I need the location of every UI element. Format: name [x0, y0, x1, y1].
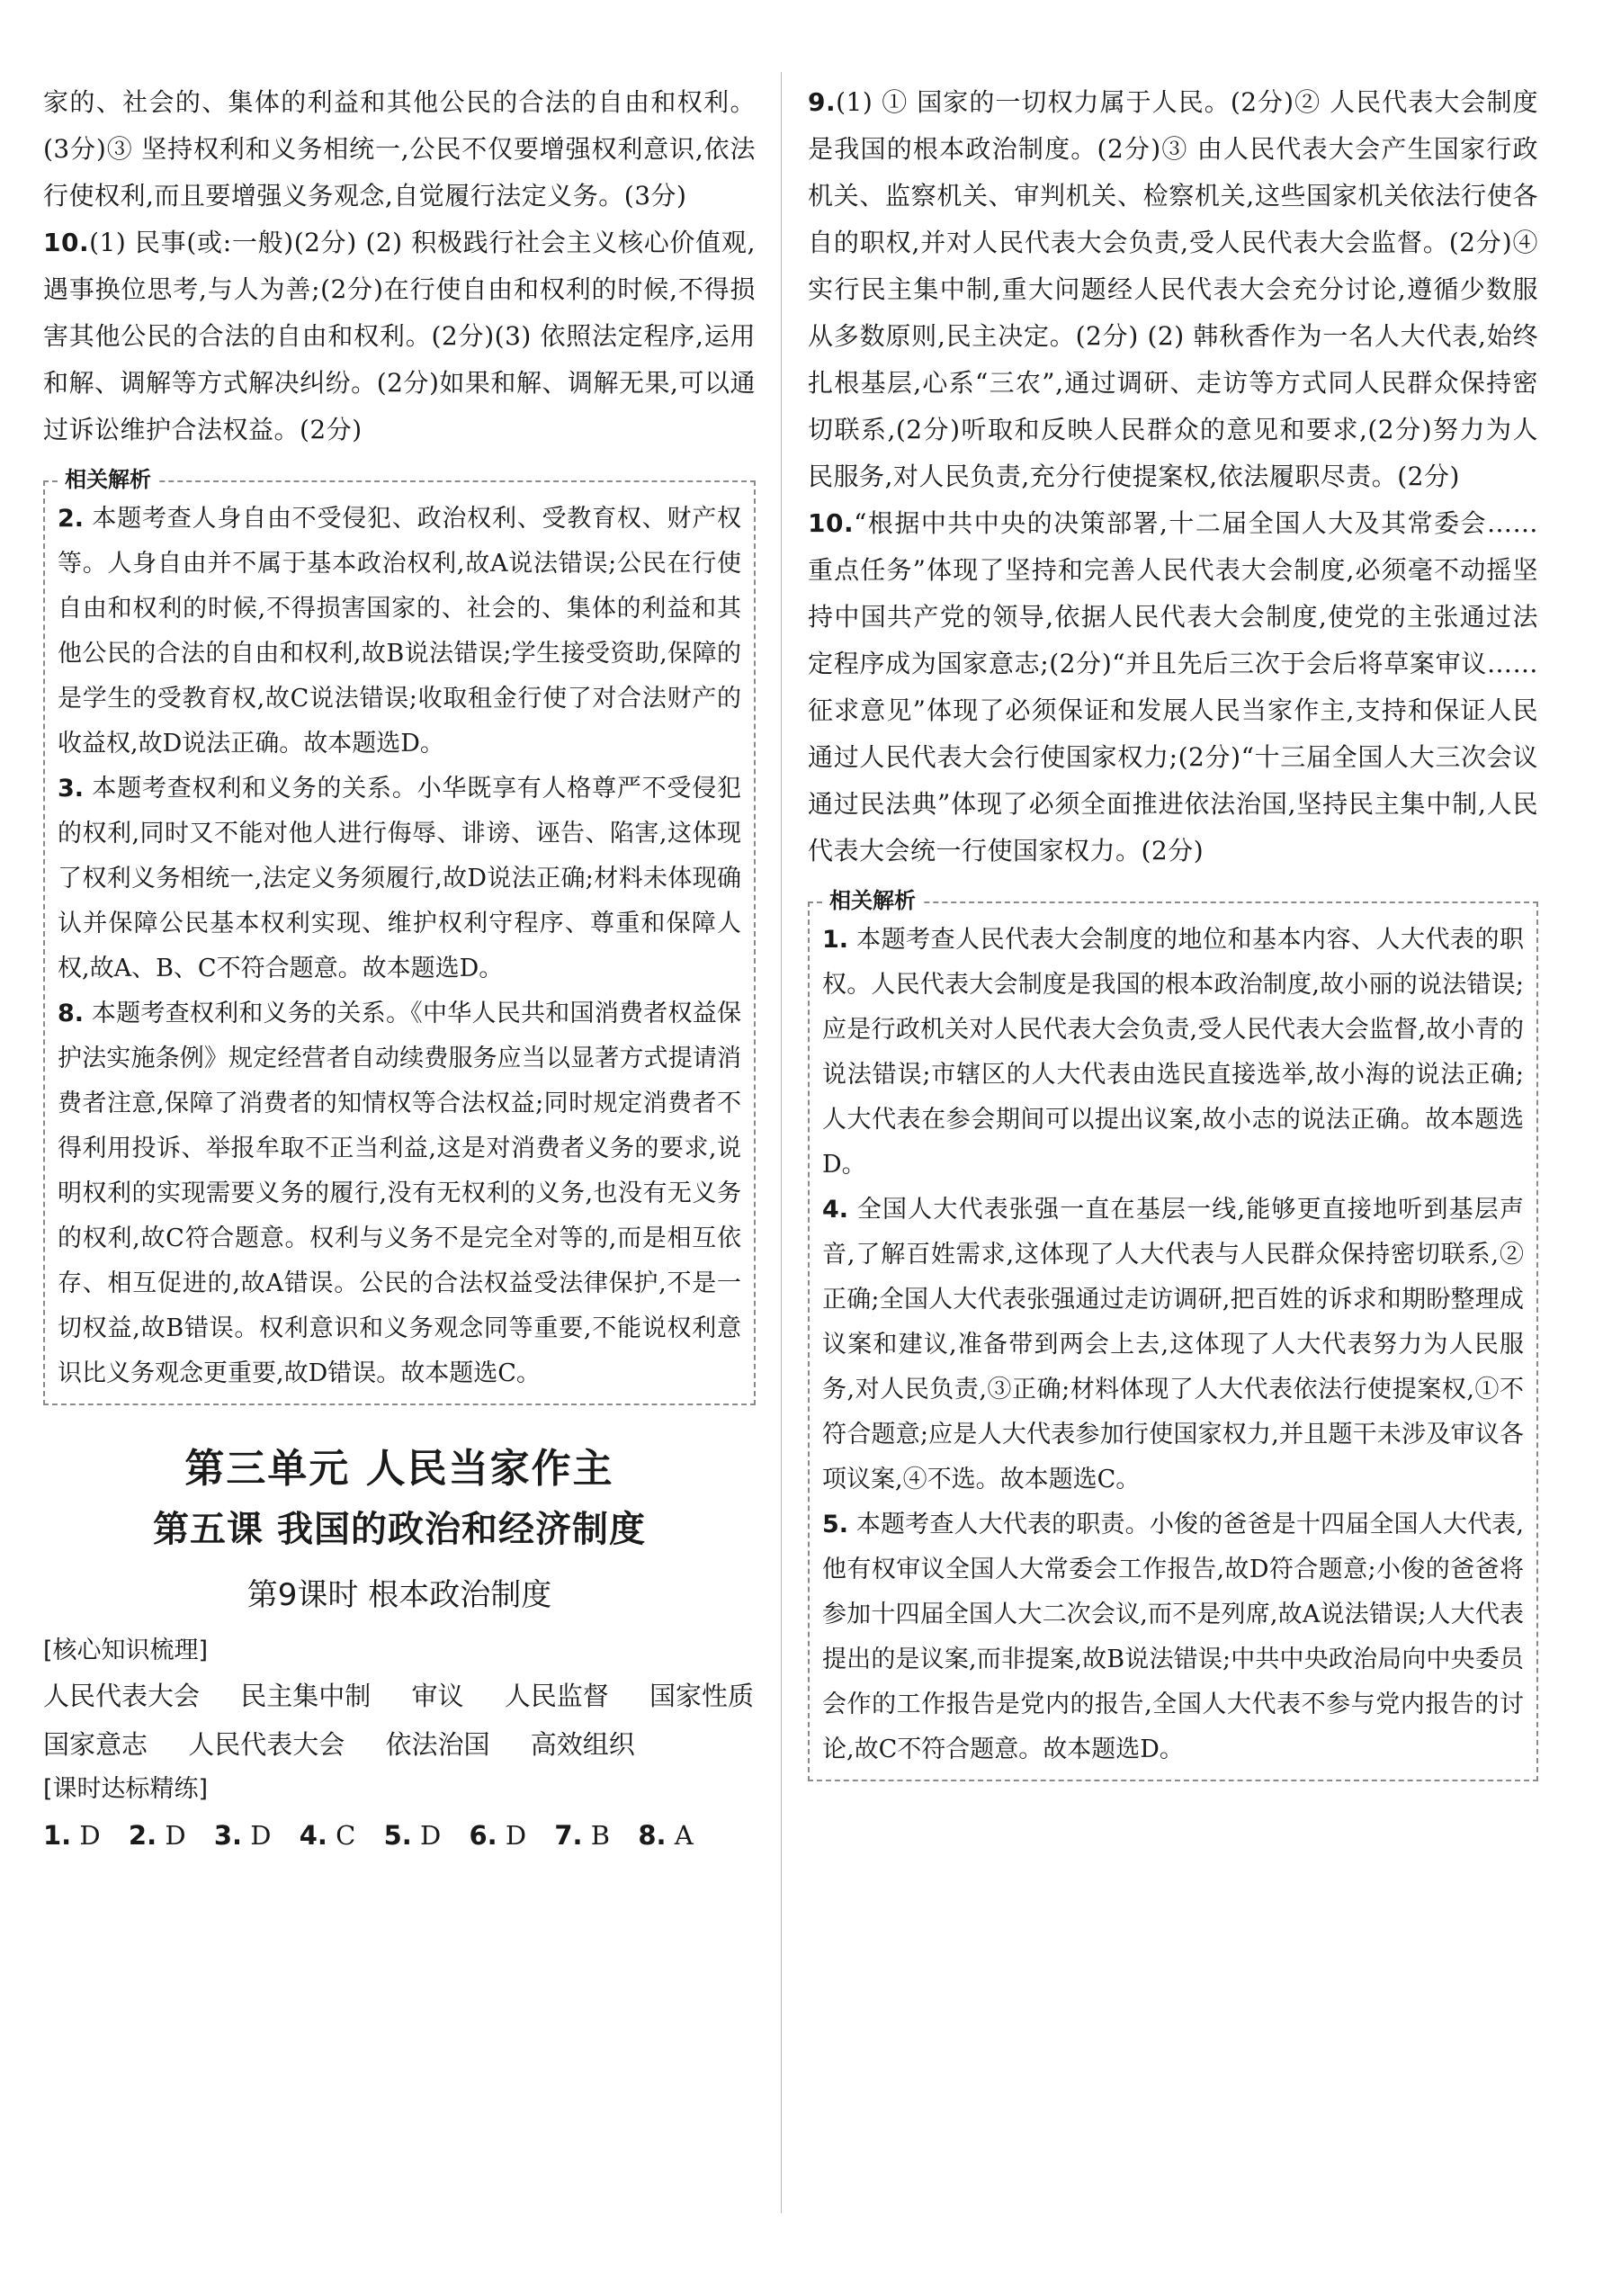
core-knowledge-label: [核心知识梳理] — [43, 1637, 209, 1664]
choice-answer: 8. A — [638, 1820, 694, 1851]
analysis-text: 本题考查人民代表大会制度的地位和基本内容、人大代表的职权。人民代表大会制度是我国的根本政治制度,故小丽的说法错误;应是行政机关对人民代表大会负责,受人民代表大会监督,故小青的说法错误;市辖区的人大代表由选民直接选举,故小海的说法正确;人大代表在参会期间可以提出议案,故小志的说法正确。故本题选D。 — [822, 926, 1524, 1179]
analysis-item — [58, 767, 741, 991]
answer-text: “根据中共中央的决策部署,十二届全国人大及其常委会……重点任务”体现了坚持和完善人民代表大会制度,必须毫不动摇坚持中国共产党的领导,依据人民代表大会制度,使党的主张通过法定程序成为国家意志;(2分)“并且先后三次于会后将草案审议……征求意见”体现了必须保证和发展人民当家作主,支持和保证人民通过人民代表大会行使国家权力;(2分)“十三届全国人大三次会议通过民法典”体现了必须全面推进依法治国,坚持民主集中制,人民代表大会统一行使国家权力。(2分) — [808, 508, 1538, 865]
answer-number: 10. — [43, 228, 90, 257]
analysis-box — [43, 467, 756, 1405]
choice-answers — [43, 1810, 756, 1861]
keyword: 民主集中制 — [240, 1681, 372, 1711]
answer-10 — [808, 500, 1538, 874]
answer-10 — [43, 220, 756, 453]
analysis-box — [808, 888, 1538, 1781]
analysis-item — [822, 918, 1524, 1188]
keyword: 审议 — [411, 1681, 464, 1711]
keyword: 人民监督 — [504, 1681, 609, 1711]
analysis-number: 2. — [58, 505, 85, 533]
answer-text: (1) 民事(或:一般)(2分) (2) 积极践行社会主义核心价值观,遇事换位思考,与人为善;(2分)在行使自由和权利的时候,不得损害其他公民的合法的自由和权利。(2分)(3) 依照法定程序,运用和解、调解等方式解决纠纷。(2分)如果和解、调解无果,可以通过诉讼维护合法权益。(2分) — [43, 228, 756, 444]
analysis-text: 全国人大代表张强一直在基层一线,能够更直接地听到基层声音,了解百姓需求,这体现了人大代表与人民群众保持密切联系,②正确;全国人大代表张强通过走访调研,把百姓的诉求和期盼整理成议案和建议,准备带到两会上去,这体现了人大代表努力为人民服务,对人民负责,③正确;材料体现了人大代表依法行使提案权,①不符合题意;应是人大代表参加行使国家权力,并且题干未涉及审议各项议案,④不选。故本题选C。 — [822, 1196, 1524, 1493]
choice-answer: 2. D — [128, 1820, 186, 1851]
analysis-label: 相关解析 — [58, 464, 158, 495]
keyword: 高效组织 — [530, 1729, 635, 1760]
answer-number: 9. — [808, 87, 837, 117]
analysis-number: 1. — [822, 926, 849, 954]
analysis-text: 本题考查权利和义务的关系。小华既享有人格尊严不受侵犯的权利,同时又不能对他人进行侮辱、诽谤、诬告、陷害,这体现了权利义务相统一,法定义务须履行,故D说法正确;材料未体现确认并保障公民基本权利实现、维护权利守程序、尊重和保障人权,故A、B、C不符合题意。故本题选D。 — [58, 775, 741, 982]
analysis-item — [58, 991, 741, 1396]
answer-continued: 家的、社会的、集体的利益和其他公民的合法的自由和权利。(3分)③ 坚持权利和义务相统一,公民不仅要增强权利意识,依法行使权利,而且要增强义务观念,自觉履行法定义务。(3分) — [43, 87, 756, 211]
analysis-item — [822, 1502, 1524, 1772]
lesson-title: 第五课 我国的政治和经济制度 — [153, 1509, 646, 1550]
analysis-number: 8. — [58, 1000, 85, 1027]
keyword: 国家性质 — [649, 1681, 754, 1711]
column-divider — [781, 72, 782, 2213]
choice-answer: 3. D — [213, 1820, 272, 1851]
analysis-text: 本题考查人大代表的职责。小俊的爸爸是十四届全国人大代表,他有权审议全国人大常委会工作报告,故D符合题意;小俊的爸爸将参加十四届全国人大二次会议,而不是列席,故A说法错误;人大代表提出的是议案,而非提案,故B说法错误;中共中央政治局向中央委员会作的工作报告是党内的报告,全国人大代表不参与党内报告的讨论,故C不符合题意。故本题选D。 — [822, 1511, 1524, 1763]
analysis-text: 本题考查人身自由不受侵犯、政治权利、受教育权、财产权等。人身自由并不属于基本政治权利,故A说法错误;公民在行使自由和权利的时候,不得损害国家的、社会的、集体的利益和其他公民的合法的自由和权利,故B说法错误;学生接受资助,保障的是学生的受教育权,故C说法错误;收取租金行使了对合法财产的收益权,故D说法正确。故本题选D。 — [58, 505, 741, 758]
analysis-number: 3. — [58, 775, 85, 803]
choice-answer: 1. D — [43, 1820, 101, 1851]
answer-9 — [808, 79, 1538, 500]
keyword: 依法治国 — [385, 1729, 490, 1760]
keyword: 人民代表大会 — [43, 1681, 201, 1711]
answer-text: (1) ① 国家的一切权力属于人民。(2分)② 人民代表大会制度是我国的根本政治制度。(2分)③ 由人民代表大会产生国家行政机关、监察机关、审判机关、检察机关,这些国家机关依法行使各自的职权,并对人民代表大会负责,受人民代表大会监督。(2分)④ 实行民主集中制,重大问题经人民代表大会充分讨论,遵循少数服从多数原则,民主决定。(2分) (2) 韩秋香作为一名人大代表,始终扎根基层,心系“三农”,通过调研、走访等方式同人民群众保持密切联系,(2分)听取和反映人民群众的意见和要求,(2分)努力为人民服务,对人民负责,充分行使提案权,依法履职尽责。(2分) — [808, 87, 1538, 491]
left-column — [43, 79, 756, 1861]
analysis-item — [822, 1188, 1524, 1502]
choice-answer: 7. B — [554, 1820, 611, 1851]
analysis-number: 4. — [822, 1196, 849, 1224]
practice-label: [课时达标精练] — [43, 1775, 209, 1803]
choice-answer: 5. D — [383, 1820, 442, 1851]
period-title: 第9课时 根本政治制度 — [246, 1577, 552, 1613]
keyword-row — [43, 1720, 756, 1769]
answer-number: 10. — [808, 508, 855, 538]
choice-answer: 6. D — [469, 1820, 527, 1851]
keyword-row — [43, 1672, 756, 1720]
choice-answer: 4. C — [299, 1820, 356, 1851]
right-column — [808, 79, 1538, 1781]
analysis-item — [58, 497, 741, 767]
unit-title: 第三单元 人民当家作主 — [184, 1446, 614, 1492]
analysis-label: 相关解析 — [822, 885, 923, 916]
analysis-number: 5. — [822, 1511, 849, 1538]
keyword: 国家意志 — [43, 1729, 148, 1760]
keyword: 人民代表大会 — [188, 1729, 345, 1760]
analysis-text: 本题考查权利和义务的关系。《中华人民共和国消费者权益保护法实施条例》规定经营者自动续费服务应当以显著方式提请消费者注意,保障了消费者的知情权等合法权益;同时规定消费者不得利用投诉、举报牟取不正当利益,这是对消费者义务的要求,说明权利的实现需要义务的履行,没有无权利的义务,也没有无义务的权利,故C符合题意。权利与义务不是完全对等的,而是相互依存、相互促进的,故A错误。公民的合法权益受法律保护,不是一切权益,故B错误。权利意识和义务观念同等重要,不能说权利意识比义务观念更重要,故D错误。故本题选C。 — [58, 1000, 741, 1387]
